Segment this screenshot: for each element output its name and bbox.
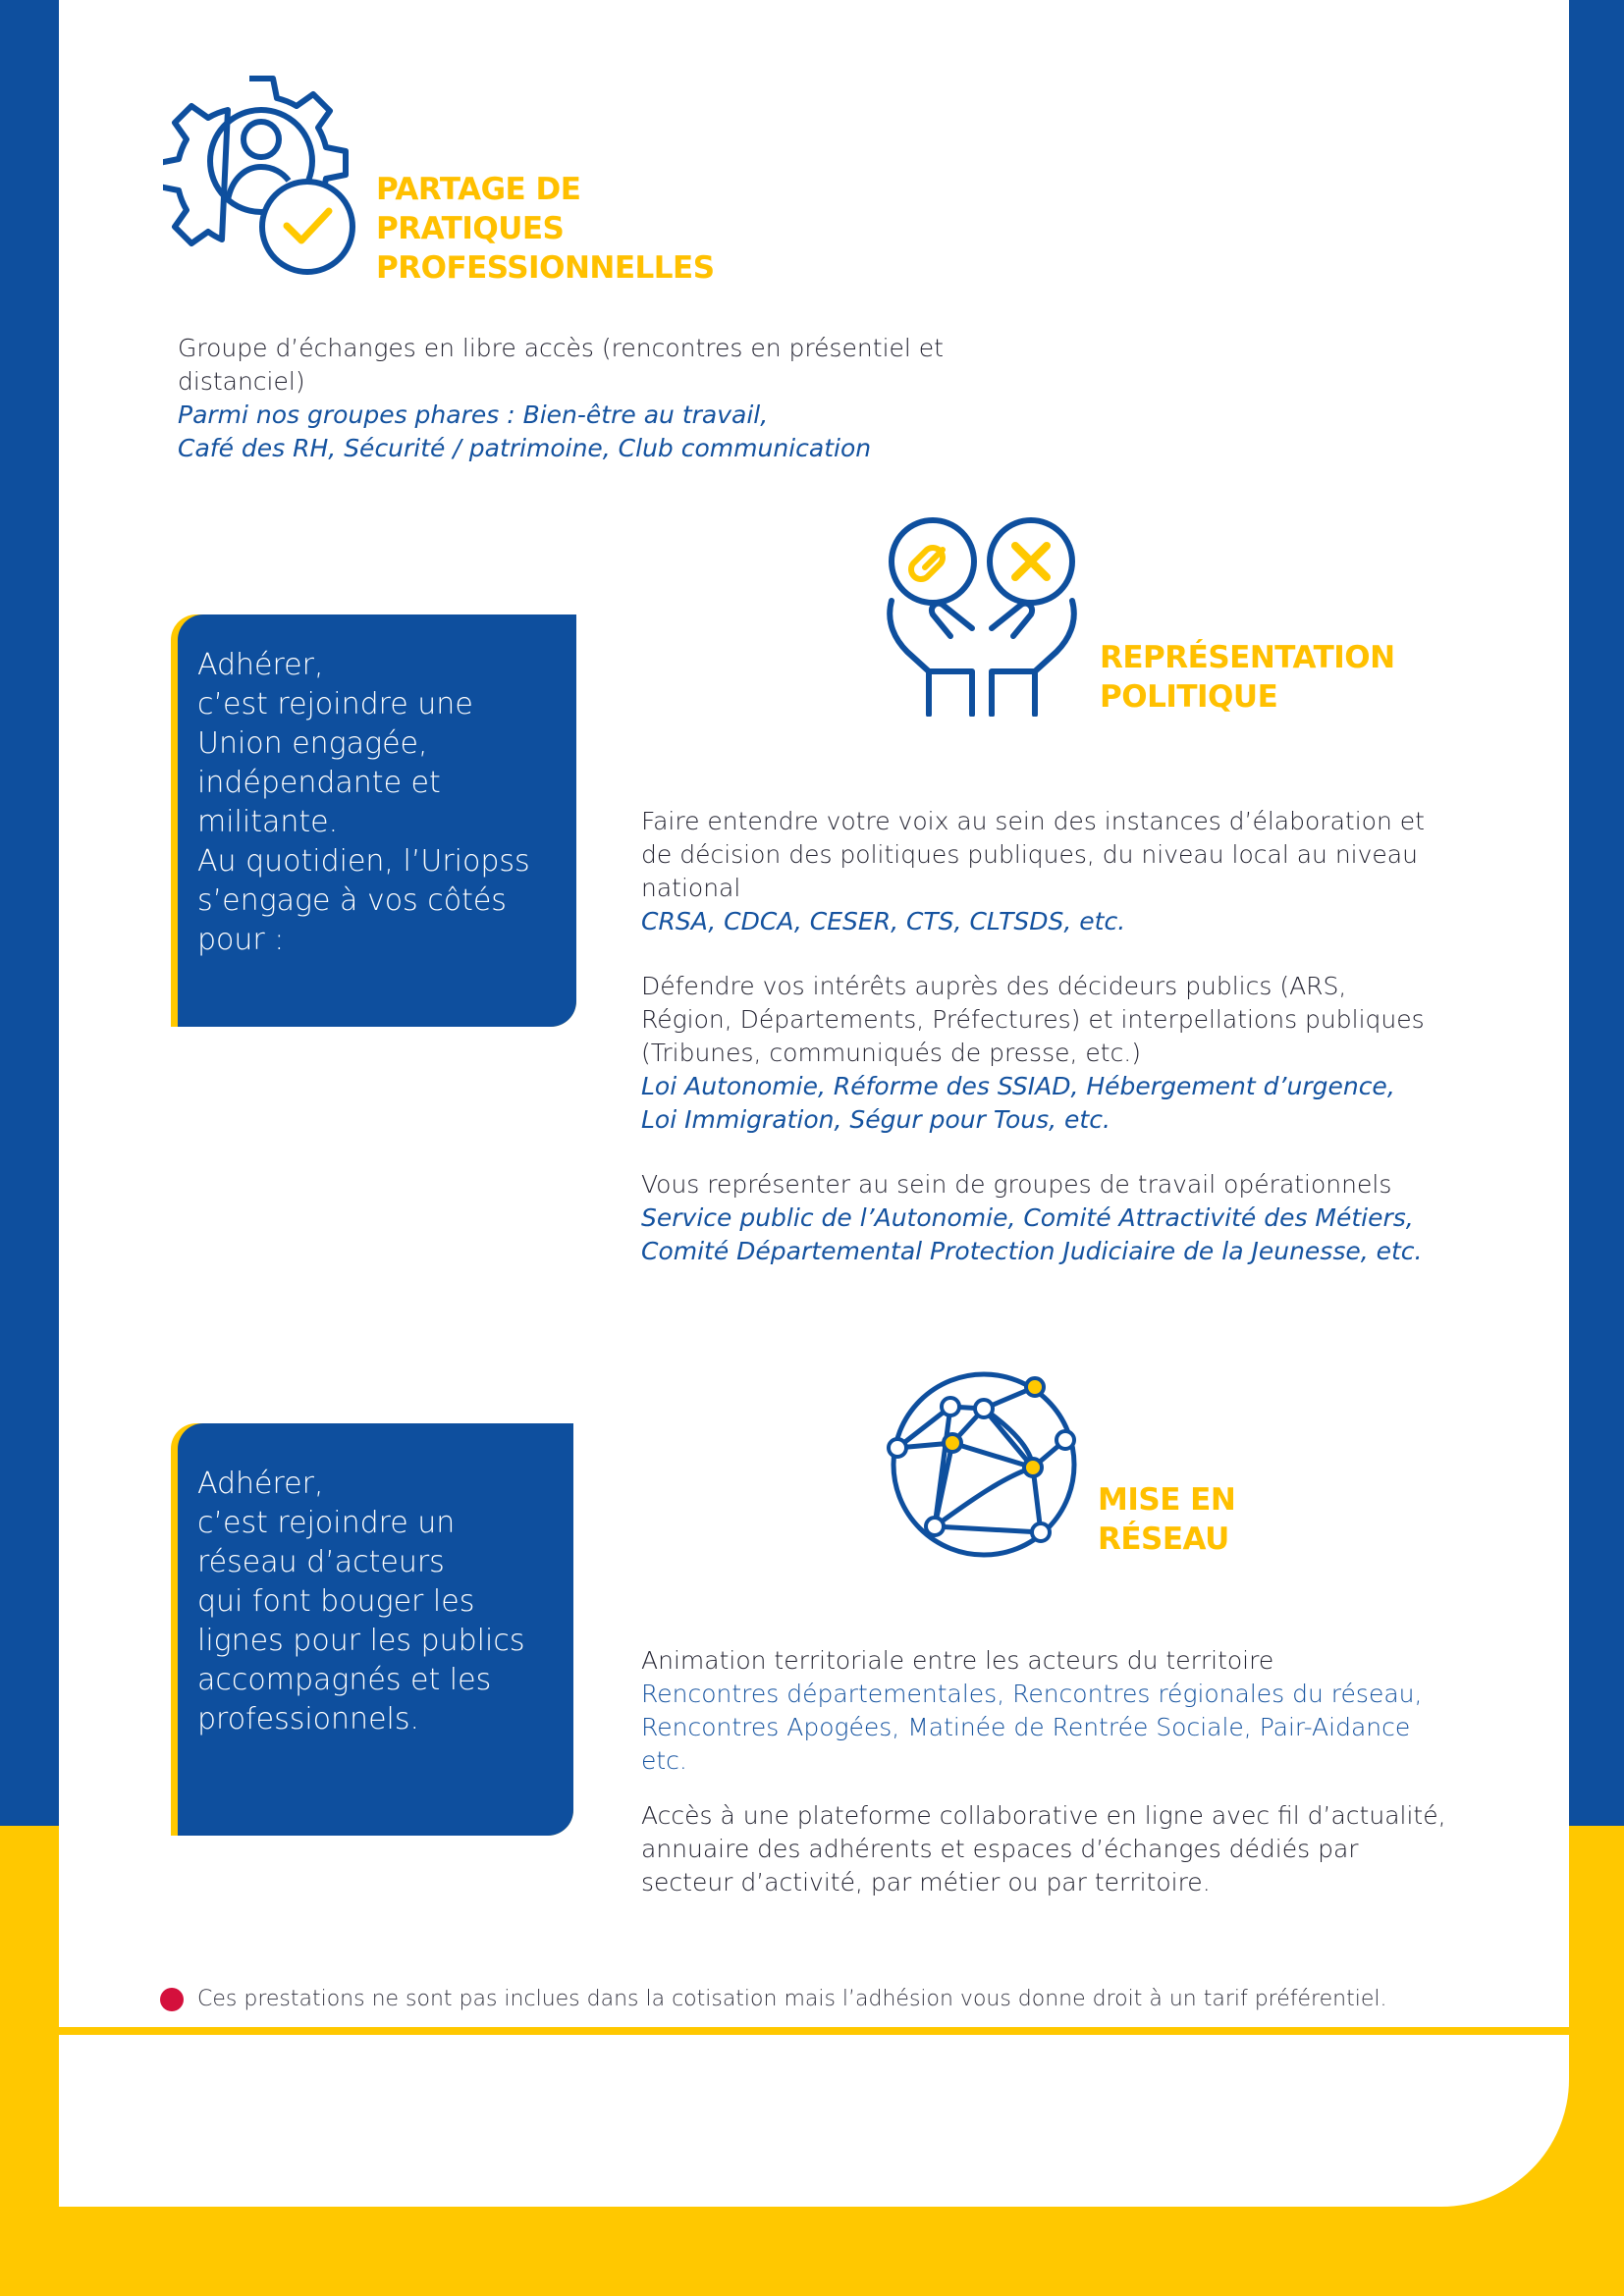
paragraph-text: Défendre vos intérêts auprès des décideurs publics (ARS, xyxy=(641,972,1347,1000)
footnote-bullet-icon xyxy=(160,1988,184,2011)
hands-check-cross-icon xyxy=(884,512,1080,717)
title-line: POLITIQUE xyxy=(1100,679,1278,715)
callout-line: qui font bouger les xyxy=(197,1584,475,1619)
title-line: PARTAGE DE xyxy=(376,172,581,207)
section2-body xyxy=(641,805,1525,1300)
paragraph-text: secteur d’activité, par métier ou par territoire. xyxy=(641,1868,1211,1896)
section3-body xyxy=(641,1644,1525,1931)
title-line: PRATIQUES xyxy=(376,211,565,246)
section3-paragraph xyxy=(641,1644,1525,1778)
section1-text: Groupe d’échanges en libre accès (rencontres en présentiel et distanciel) xyxy=(178,334,944,396)
paragraph-text: Région, Départements, Préfectures) et interpellations publiques xyxy=(641,1005,1425,1034)
callout-line: pour : xyxy=(197,923,285,957)
section2-paragraph xyxy=(641,970,1525,1137)
callout-line: s’engage à vos côtés xyxy=(197,883,507,918)
callout-line: Au quotidien, l’Uriopss xyxy=(197,844,530,879)
paragraph-text: Accès à une plateforme collaborative en ligne avec fil d’actualité, xyxy=(641,1801,1446,1830)
paragraph-text: de décision des politiques publiques, du niveau local au niveau xyxy=(641,840,1418,869)
footnote xyxy=(160,1987,1386,2011)
callout-line: c’est rejoindre un xyxy=(197,1506,456,1540)
callout-line: c’est rejoindre une xyxy=(197,687,473,721)
callout-line: accompagnés et les xyxy=(197,1663,492,1697)
callout-adherer-union xyxy=(178,614,576,1027)
section1-examples: Café des RH, Sécurité / patrimoine, Club communication xyxy=(178,434,872,462)
footnote-text: Ces prestations ne sont pas inclues dans la cotisation mais l’adhésion vous donne droit à un tarif préférentiel. xyxy=(197,1987,1387,2011)
paragraph-examples: Loi Autonomie, Réforme des SSIAD, Hébergement d’urgence, xyxy=(641,1072,1395,1100)
gear-user-check-icon xyxy=(163,75,359,281)
paragraph-text: annuaire des adhérents et espaces d’échanges dédiés par xyxy=(641,1835,1359,1863)
callout-line: réseau d’acteurs xyxy=(197,1545,445,1579)
callout-line: indépendante et xyxy=(197,766,441,800)
paragraph-text: Faire entendre votre voix au sein des instances d’élaboration et xyxy=(641,807,1425,835)
footer-divider xyxy=(59,2027,1569,2035)
callout-adherer-reseau xyxy=(178,1423,573,1836)
section-title-reseau xyxy=(1098,1480,1235,1559)
section3-paragraph xyxy=(641,1799,1525,1899)
title-line: RÉSEAU xyxy=(1098,1522,1229,1557)
paragraph-examples: Rencontres Apogées, Matinée de Rentrée Sociale, Pair-Aidance xyxy=(641,1713,1411,1741)
paragraph-examples: etc. xyxy=(641,1746,687,1775)
paragraph-text: Vous représenter au sein de groupes de travail opérationnels xyxy=(641,1170,1392,1199)
title-line: REPRÉSENTATION xyxy=(1100,640,1395,675)
callout-line: Adhérer, xyxy=(197,648,324,682)
section-title-partage xyxy=(376,170,715,288)
section-title-representation xyxy=(1100,638,1395,717)
callout-line: Union engagée, xyxy=(197,726,428,761)
paragraph-text: national xyxy=(641,874,741,902)
paragraph-examples: Comité Départemental Protection Judiciaire de la Jeunesse, etc. xyxy=(641,1237,1423,1265)
globe-network-icon xyxy=(884,1369,1080,1561)
title-line: MISE EN xyxy=(1098,1482,1236,1518)
callout-line: Adhérer, xyxy=(197,1467,324,1501)
title-line: PROFESSIONNELLES xyxy=(376,250,715,286)
paragraph-text: (Tribunes, communiqués de presse, etc.) xyxy=(641,1039,1142,1067)
paragraph-examples: Loi Immigration, Ségur pour Tous, etc. xyxy=(641,1105,1110,1134)
section2-paragraph xyxy=(641,805,1525,938)
paragraph-text: Animation territoriale entre les acteurs du territoire xyxy=(641,1646,1274,1675)
paragraph-examples: CRSA, CDCA, CESER, CTS, CLTSDS, etc. xyxy=(641,907,1126,935)
callout-line: lignes pour les publics xyxy=(197,1624,525,1658)
section1-body xyxy=(178,332,1002,465)
paragraph-examples: Rencontres départementales, Rencontres régionales du réseau, xyxy=(641,1680,1423,1708)
paragraph-examples: Service public de l’Autonomie, Comité Attractivité des Métiers, xyxy=(641,1203,1414,1232)
section2-paragraph xyxy=(641,1168,1525,1268)
callout-line: professionnels. xyxy=(197,1702,420,1736)
callout-line: militante. xyxy=(197,805,339,839)
section1-examples: Parmi nos groupes phares : Bien-être au travail, xyxy=(178,400,769,429)
